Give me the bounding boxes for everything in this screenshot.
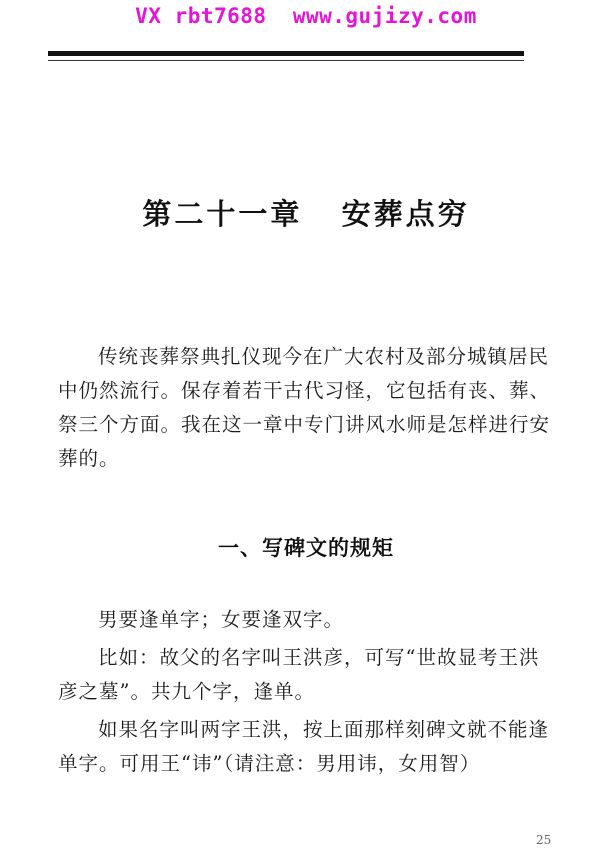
page-number: 25: [536, 833, 552, 847]
header-rule-thick: [48, 51, 524, 56]
chapter-title: 第二十一章 安葬点穷: [142, 197, 470, 231]
watermark-text: VX rbt7688 www.gujizy.com: [135, 4, 477, 28]
intro-paragraph: 传统丧葬祭典扎仪现今在广大农村及部分城镇居民中仍然流行。保存着若干古代习怪，它包括有丧、葬、祭三个方面。我在这一章中专门讲风水师是怎样进行安葬的。: [58, 345, 551, 470]
header-rule-thin: [48, 60, 524, 61]
body-paragraph-3: 如果名字叫两字王洪，按上面那样刻碑文就不能逢单字。可用王“讳”（请注意：男用讳，女用智）: [58, 718, 550, 775]
section-title: 一、写碑文的规矩: [218, 536, 394, 560]
body-paragraph-1: 男要逢单字；女要逢双字。: [98, 608, 345, 631]
body-paragraph-2: 比如：故父的名字叫王洪彦，可写“世故显考王洪彦之墓”。共九个字，逢单。: [58, 646, 540, 703]
